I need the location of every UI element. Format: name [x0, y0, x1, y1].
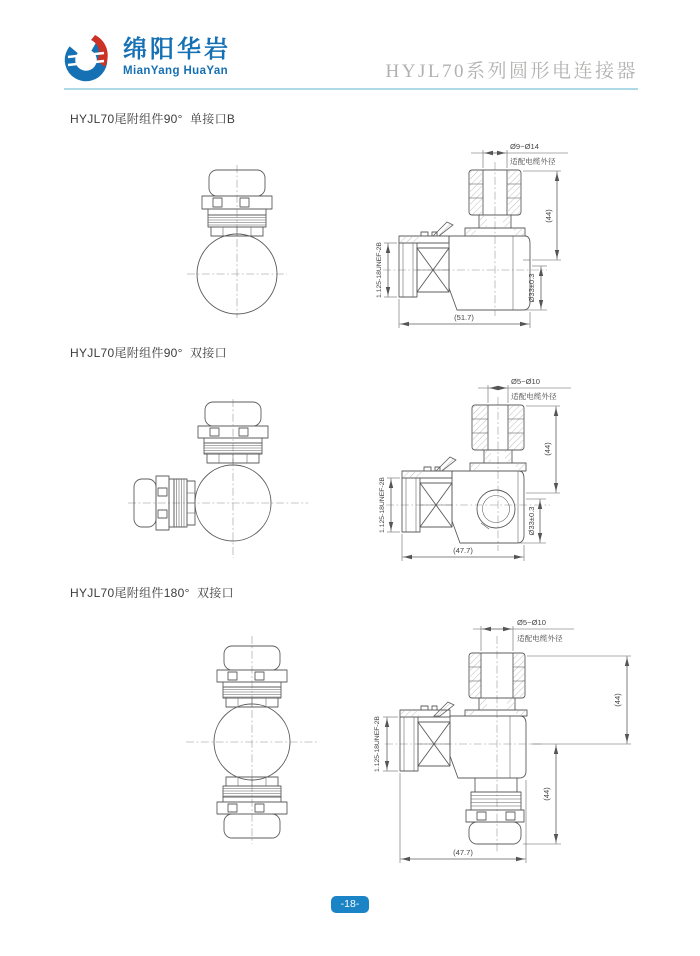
dim-cable-note: 适配电缆外径	[510, 157, 556, 166]
logo-chinese-name: 绵阳华岩	[123, 35, 231, 63]
dim-length-label: (47.7)	[453, 546, 473, 555]
section-title-3: HYJL70尾附组件180° 双接口	[70, 586, 234, 600]
logo-english-name: MianYang HuaYan	[123, 65, 229, 78]
dim-cable-range: Ø5~Ø10	[511, 377, 540, 386]
dim-cable-note: 适配电缆外径	[517, 634, 563, 643]
drawing-side-view-90-double	[378, 375, 578, 575]
centerlines	[128, 399, 308, 558]
dim-cable-range: Ø5~Ø10	[517, 618, 546, 627]
header-divider	[64, 88, 638, 90]
centerlines	[186, 636, 318, 844]
dim-height-top-label: (44)	[613, 693, 622, 707]
dim-body-dia-label: Ø33±0.3	[527, 273, 536, 303]
dim-cable-note: 适配电缆外径	[511, 392, 557, 401]
company-logo	[62, 30, 231, 84]
drawing-front-view-90-single	[175, 164, 305, 320]
logo-mark-icon	[62, 30, 116, 84]
drawing-side-view-90-single	[375, 140, 575, 340]
dim-height-bottom-label: (44)	[542, 787, 551, 801]
dimensions	[374, 618, 631, 863]
page-number-badge: -18-	[331, 896, 369, 913]
dim-cable-range: Ø9~Ø14	[510, 142, 539, 151]
centerlines	[187, 165, 287, 318]
dim-length-label: (51.7)	[454, 313, 474, 322]
dim-height-label: (44)	[544, 209, 553, 223]
dim-length-label: (47.7)	[453, 848, 473, 857]
drawing-front-view-90-double	[126, 398, 311, 560]
dim-body-dia-label: Ø33±0.3	[527, 506, 536, 536]
drawing-side-view-180-double	[369, 612, 634, 868]
cable-gland-bottom	[466, 778, 524, 844]
elbow-body	[402, 457, 524, 543]
dim-thread-label: 1.125-18UNEF-2B	[374, 716, 381, 772]
page-title: HYJL70系列圆形电连接器	[385, 61, 638, 82]
cable-gland-section-top	[465, 653, 527, 716]
dim-thread-label: 1.125-18UNEF-2B	[379, 477, 386, 533]
elbow-body	[400, 702, 526, 778]
drawing-front-view-180-double	[180, 634, 320, 846]
elbow-body	[399, 222, 530, 310]
logo-text	[123, 37, 231, 77]
dim-height-label: (44)	[543, 442, 552, 456]
dim-height	[523, 171, 561, 260]
section-title-1: HYJL70尾附组件90° 单接口B	[70, 112, 236, 126]
dim-thread-label: 1.125-18UNEF-2B	[376, 242, 383, 298]
section-title-2: HYJL70尾附组件90° 双接口	[70, 346, 227, 360]
